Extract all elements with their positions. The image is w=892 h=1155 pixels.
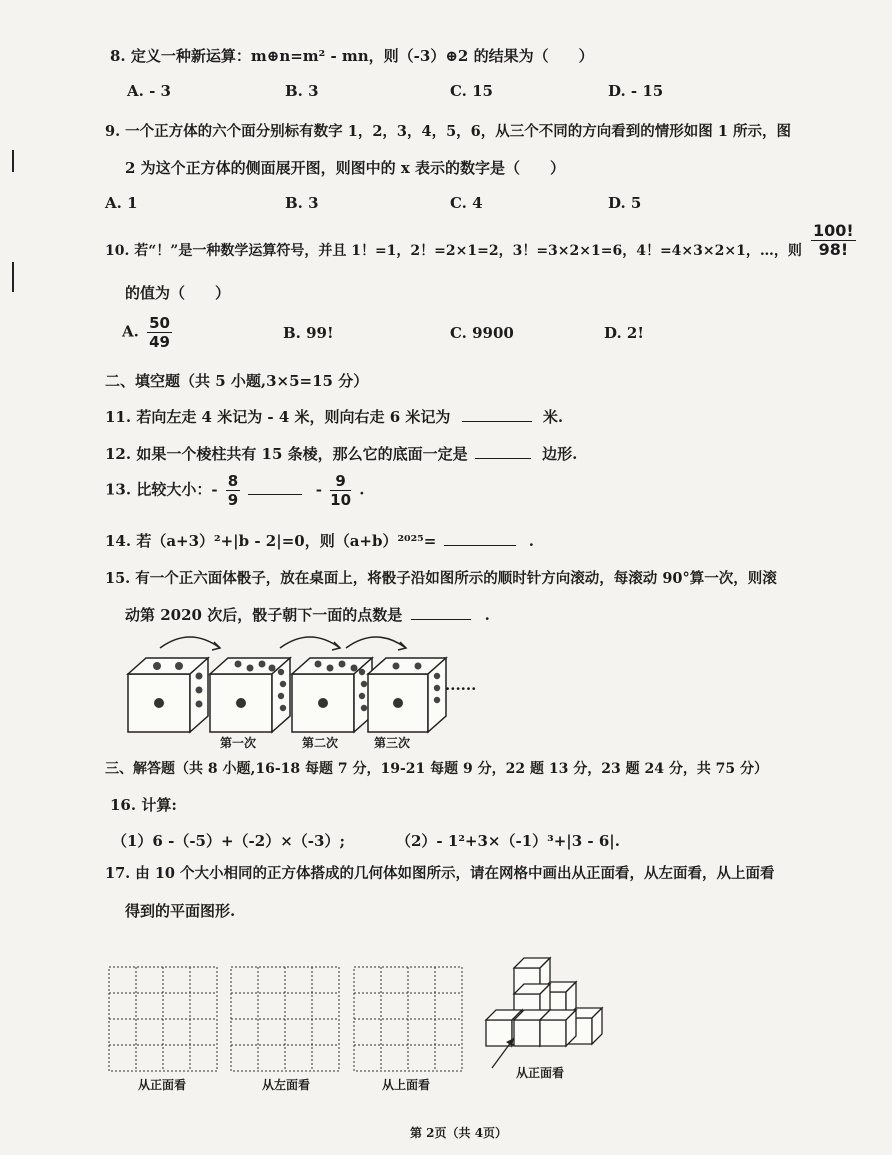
q10-option-a-denominator: 49 (149, 333, 170, 351)
q14-period: . (528, 532, 535, 550)
page-footer: 第 2页（共 4页） (410, 1126, 508, 1140)
q10-stem: 10. 若“！”是一种数学运算符号，并且 1！=1，2！=2×1=2，3！=3×2×1=6，4！=4×3×2×1，…，则 (105, 243, 802, 259)
q15-line2 (125, 604, 490, 625)
q11 (105, 406, 563, 427)
dice-caption-2: 第二次 (302, 736, 339, 750)
q13-fraction-1-denominator: 9 (227, 491, 239, 509)
q8-option-c: C. 15 (450, 82, 493, 100)
q13-period: . (359, 480, 365, 499)
q10-option-c: C. 9900 (450, 324, 514, 342)
q13-fraction-1-numerator: 8 (227, 472, 239, 490)
q13 (105, 472, 365, 509)
q10-option-a-numerator: 50 (149, 314, 170, 332)
q15-line2-text: 动第 2020 次后，骰子朝下一面的点数是 (125, 606, 403, 624)
grid-top-view (353, 966, 463, 1072)
section2-heading: 二、填空题（共 5 小题,3×5=15 分） (105, 372, 369, 390)
q14-text: 14. 若（a+3）²+|b - 2|=0，则（a+b）²⁰²⁵= (105, 532, 437, 550)
q8-stem: 8. 定义一种新运算：m⊕n=m² - mn，则（-3）⊕2 的结果为（ ） (110, 47, 594, 65)
q13-fraction-2 (330, 472, 351, 509)
q14 (105, 530, 534, 551)
q13-fraction-2-denominator: 10 (330, 491, 352, 509)
q10-fraction (811, 222, 856, 259)
stacked-cubes-solid (480, 950, 610, 1070)
q11-text: 11. 若向左走 4 米记为 - 4 米，则向右走 6 米记为 (105, 408, 451, 426)
q9-option-c: C. 4 (450, 194, 483, 212)
q10-option-a (122, 314, 175, 351)
q12-text: 12. 如果一个棱柱共有 15 条棱，那么它的底面一定是 (105, 445, 468, 463)
q10-option-a-label: A. (122, 322, 139, 341)
section3-heading: 三、解答题（共 8 小题,16-18 每题 7 分，19-21 每题 9 分，22 题 13 分，23 题 24 分，共 75 分） (105, 761, 769, 777)
q9-line2: 2 为这个正方体的侧面展开图，则图中的 x 表示的数字是（ ） (125, 159, 566, 177)
q17-line2: 得到的平面图形. (125, 902, 236, 920)
q10-option-d: D. 2! (604, 324, 644, 342)
q13-fraction-1 (226, 472, 240, 509)
q13-text: 13. 比较大小：- (105, 480, 218, 499)
q9-option-d: D. 5 (608, 194, 642, 212)
q8-option-a: A. - 3 (127, 82, 171, 100)
q14-answer-blank (444, 531, 516, 546)
q8-option-d: D. - 15 (608, 82, 664, 100)
solid-view-caption: 从正面看 (516, 1066, 565, 1080)
q15-period: . (484, 606, 490, 624)
q15-answer-blank (411, 605, 471, 620)
q9-option-b: B. 3 (285, 194, 319, 212)
q12-answer-blank (475, 444, 531, 459)
q10-line2: 的值为（ ） (125, 284, 231, 302)
q11-unit: 米. (542, 408, 564, 426)
q15-line1: 15. 有一个正六面体骰子，放在桌面上，将骰子沿如图所示的顺时针方向滚动，每滚动 90°算一次，则滚 (105, 570, 777, 587)
die-1 (128, 658, 208, 732)
q12-unit: 边形. (542, 445, 578, 463)
q13-answer-blank (248, 480, 302, 495)
q16-title: 16. 计算: (110, 796, 177, 814)
q17-line1: 17. 由 10 个大小相同的正方体搭成的几何体如图所示，请在网格中画出从正面看，从左面看，从上面看 (105, 865, 775, 882)
q13-minus: - (315, 480, 322, 499)
grid-front-view (108, 966, 218, 1072)
q10-fraction-denominator: 98! (818, 240, 849, 259)
q9-line1: 9. 一个正方体的六个面分别标有数字 1，2，3，4，5，6，从三个不同的方向看到的情形如图 1 所示，图 (105, 123, 791, 140)
q10-option-a-fraction (147, 314, 172, 351)
dice-rolling-figure (120, 628, 500, 736)
die-4 (368, 658, 446, 732)
grid-front-view-caption: 从正面看 (138, 1078, 187, 1092)
q12 (105, 443, 577, 464)
grid-left-view (230, 966, 340, 1072)
margin-mark-bottom (12, 262, 14, 292)
q16-part2: （2）- 1²+3×（-1）³+|3 - 6|. (396, 832, 620, 850)
q16-part1: （1）6 -（-5）+（-2）×（-3）; (112, 832, 345, 850)
grid-left-view-caption: 从左面看 (262, 1078, 311, 1092)
q9-option-a: A. 1 (105, 194, 138, 212)
q10-option-b: B. 99! (283, 324, 334, 342)
dice-caption-1: 第一次 (220, 736, 257, 750)
margin-mark-top (12, 150, 14, 172)
dice-ellipsis: ...... (445, 676, 477, 694)
q8-option-b: B. 3 (285, 82, 319, 100)
dice-caption-3: 第三次 (374, 736, 411, 750)
q10-fraction-numerator: 100! (813, 221, 854, 240)
grid-top-view-caption: 从上面看 (382, 1078, 431, 1092)
q11-answer-blank (462, 407, 532, 422)
q13-fraction-2-numerator: 9 (330, 472, 351, 491)
